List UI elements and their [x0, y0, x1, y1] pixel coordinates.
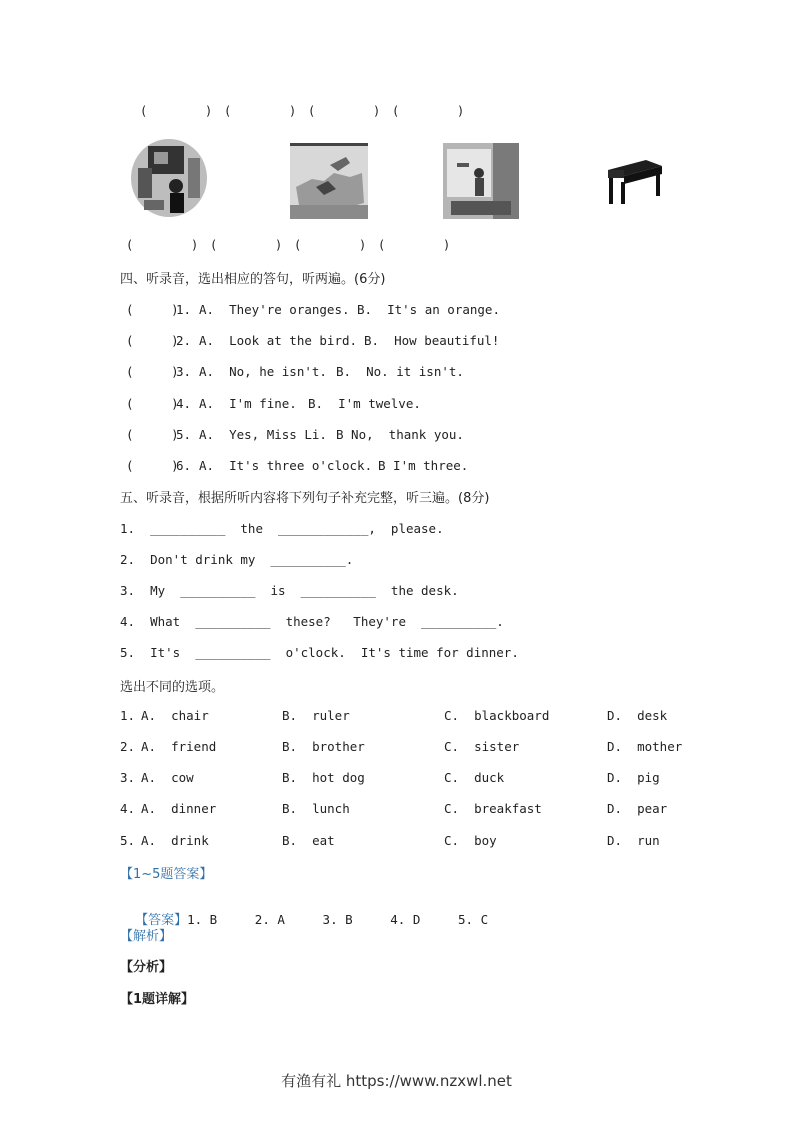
- item-number: 1.: [176, 302, 192, 317]
- item-number: 4.: [120, 801, 136, 816]
- option-b: B I'm three.: [378, 458, 469, 473]
- option-d: D. run: [607, 833, 660, 848]
- fill-in-sentence: 4. What __________ these? They're __________.: [120, 614, 504, 629]
- option-d: D. pig: [607, 770, 660, 785]
- bird-map-scene-icon: [290, 143, 368, 219]
- option-c: C. breakfast: [444, 801, 542, 816]
- option-b: B. I'm twelve.: [308, 396, 421, 411]
- option-c: C. sister: [444, 739, 520, 754]
- answer-paren: ( ): [126, 333, 179, 348]
- option-b: B. It's an orange.: [357, 302, 500, 317]
- option-b: B. brother: [282, 739, 365, 754]
- option-a: A. friend: [141, 739, 217, 754]
- option-d: D. pear: [607, 801, 668, 816]
- option-a: A. dinner: [141, 801, 217, 816]
- detail-label: 【1题详解】: [120, 992, 195, 1007]
- answer-paren: ( ): [126, 427, 179, 442]
- section-5-title: 五、听录音，根据所听内容将下列句子补充完整，听三遍。(8分): [120, 491, 490, 506]
- item-number: 6.: [176, 458, 192, 473]
- fill-in-sentence: 5. It's __________ o'clock. It's time for dinner.: [120, 645, 519, 660]
- item-number: 3.: [120, 770, 136, 785]
- section-4-title: 四、听录音，选出相应的答句，听两遍。(6分): [120, 272, 386, 287]
- answer-paren: ( ): [126, 396, 179, 411]
- option-b: B. ruler: [282, 708, 350, 723]
- option-b: B. lunch: [282, 801, 350, 816]
- answer-line: [120, 894, 488, 928]
- fill-in-sentence: 2. Don't drink my __________.: [120, 552, 354, 567]
- answer-paren: ( ): [210, 238, 283, 252]
- item-number: 2.: [120, 739, 136, 754]
- answer-paren: ( ): [126, 364, 179, 379]
- fenxi-label: 【分析】: [120, 960, 173, 975]
- odd-one-out-title: 选出不同的选项。: [120, 680, 225, 695]
- answer-label: 【答案】: [135, 913, 188, 928]
- footer-watermark: 有渔有礼 https://www.nzxwl.net: [281, 1072, 512, 1090]
- option-a: A. cow: [141, 770, 194, 785]
- option-b: B. hot dog: [282, 770, 365, 785]
- option-c: C. boy: [444, 833, 497, 848]
- answer-text: 1. B 2. A 3. B 4. D 5. C: [187, 912, 489, 927]
- option-a: A. Look at the bird.: [199, 333, 358, 348]
- option-a: A. chair: [141, 708, 209, 723]
- option-b: B. How beautiful!: [364, 333, 500, 348]
- analysis-label: 【解析】: [120, 929, 173, 944]
- desk-icon: [604, 156, 664, 206]
- answer-paren: ( ): [126, 458, 179, 473]
- item-number: 2.: [176, 333, 192, 348]
- answer-paren: ( ): [294, 238, 367, 252]
- option-a: A. No, he isn't.: [199, 364, 327, 379]
- option-d: D. desk: [607, 708, 668, 723]
- option-b: B. eat: [282, 833, 335, 848]
- answer-paren: ( ): [308, 104, 381, 118]
- item-number: 5.: [120, 833, 136, 848]
- classroom-scene-icon: [130, 138, 208, 218]
- answer-paren: ( ): [126, 302, 179, 317]
- option-a: A. They're oranges.: [199, 302, 350, 317]
- option-a: A. Yes, Miss Li.: [199, 427, 327, 442]
- item-number: 4.: [176, 396, 192, 411]
- option-a: A. It's three o'clock.: [199, 458, 373, 473]
- answer-paren: ( ): [140, 104, 213, 118]
- person-board-scene-icon: [443, 143, 519, 219]
- answer-heading: 【1~5题答案】: [120, 867, 213, 882]
- option-a: A. drink: [141, 833, 209, 848]
- answer-paren: ( ): [392, 104, 465, 118]
- item-number: 1.: [120, 708, 136, 723]
- answer-paren: ( ): [126, 238, 199, 252]
- option-b: B No, thank you.: [336, 427, 464, 442]
- option-d: D. mother: [607, 739, 683, 754]
- option-c: C. duck: [444, 770, 505, 785]
- answer-paren: ( ): [378, 238, 451, 252]
- option-c: C. blackboard: [444, 708, 550, 723]
- option-b: B. No. it isn't.: [336, 364, 464, 379]
- item-number: 3.: [176, 364, 192, 379]
- option-a: A. I'm fine.: [199, 396, 297, 411]
- fill-in-sentence: 1. __________ the ____________, please.: [120, 521, 444, 536]
- answer-paren: ( ): [224, 104, 297, 118]
- fill-in-sentence: 3. My __________ is __________ the desk.: [120, 583, 459, 598]
- item-number: 5.: [176, 427, 192, 442]
